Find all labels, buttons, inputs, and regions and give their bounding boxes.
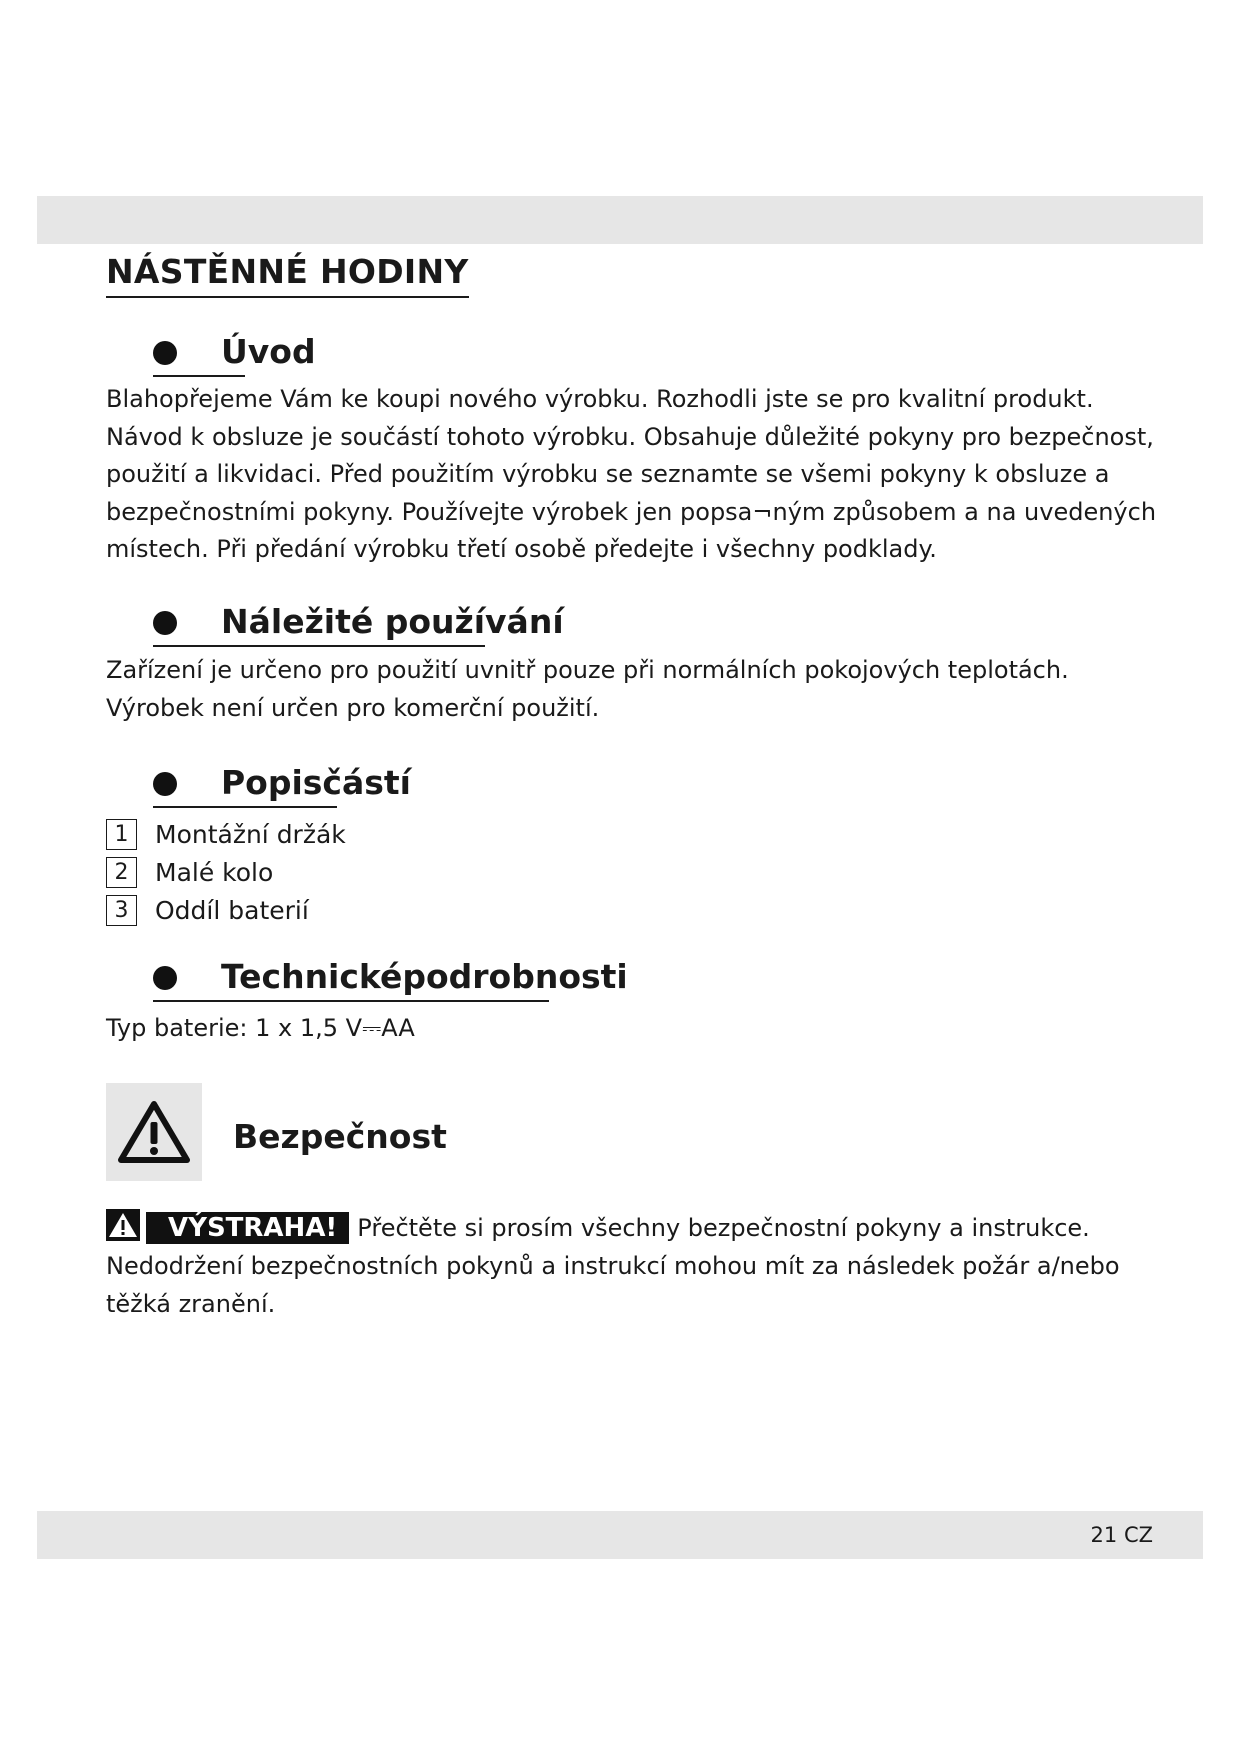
warning-line: Nedodržení bezpečnostních pokynů a instrukcí mohou mít za následek požár a/nebo [106,1252,1120,1280]
bullet-icon [153,341,177,365]
warning-badge: VÝSTRAHA! [146,1212,349,1244]
battery-type: AA [381,1014,415,1042]
footer-band [37,1511,1203,1559]
section-title-intended-use: Náležité používání [221,602,564,641]
intended-use-line: Zařízení je určeno pro použití uvnitř pouze při normálních pokojových teplotách. [106,656,1069,684]
parts-list [106,815,346,929]
part-label: Malé kolo [155,857,274,887]
list-item [106,891,346,929]
intro-line: bezpečnostními pokyny. Používejte výrobek jen popsa¬ným způsobem a na uvedených [106,497,1157,526]
part-number-box: 2 [106,857,137,888]
intro-line: Blahopřejeme Vám ke koupi nového výrobku. Rozhodli jste se pro kvalitní produkt. [106,385,1094,413]
heading-underline [153,645,485,647]
page-number: 21 CZ [1090,1523,1153,1547]
section-title-intro: Úvod [221,332,316,371]
section-title-safety: Bezpečnost [233,1117,447,1156]
bullet-icon [153,966,177,990]
battery-text: Typ baterie: 1 x 1,5 V [106,1014,363,1042]
safety-icon-box [106,1083,202,1181]
intro-paragraph [106,381,1166,569]
heading-underline [153,806,337,808]
warning-paragraph [106,1209,1120,1323]
heading-underline [153,375,245,377]
warning-triangle-icon [117,1100,191,1164]
intended-use-line: Výrobek není určen pro komerční použití. [106,693,600,722]
part-number-box: 1 [106,819,137,850]
intended-use-paragraph [106,652,1166,727]
warning-small-triangle-icon [106,1209,140,1241]
section-title-technical: Technicképodrobnosti [221,957,628,996]
section-title-parts: Popisčástí [221,763,411,802]
part-number-box: 3 [106,895,137,926]
intro-line: místech. Při předání výrobku třetí osobě předejte i všechny podklady. [106,535,937,563]
battery-spec [106,1010,1166,1048]
intro-line: použití a likvidaci. Před použitím výrobku se seznamte se všemi pokyny k obsluze a [106,460,1110,488]
list-item [106,853,346,891]
document-title: NÁSTĚNNÉ HODINY [106,254,469,298]
bullet-icon [153,611,177,635]
header-band [37,196,1203,244]
part-label: Montážní držák [155,819,346,849]
warning-line: těžká zranění. [106,1290,276,1318]
part-label: Oddíl baterií [155,895,309,925]
list-item [106,815,346,853]
heading-underline [153,1000,549,1002]
warning-text: Přečtěte si prosím všechny bezpečnostní pokyny a instrukce. [357,1214,1090,1242]
bullet-icon [153,772,177,796]
warning-line [106,1209,1120,1247]
intro-line: Návod k obsluze je součástí tohoto výrobku. Obsahuje důležité pokyny pro bezpečnost, [106,422,1154,451]
dc-symbol: ⎓ [362,1014,382,1042]
